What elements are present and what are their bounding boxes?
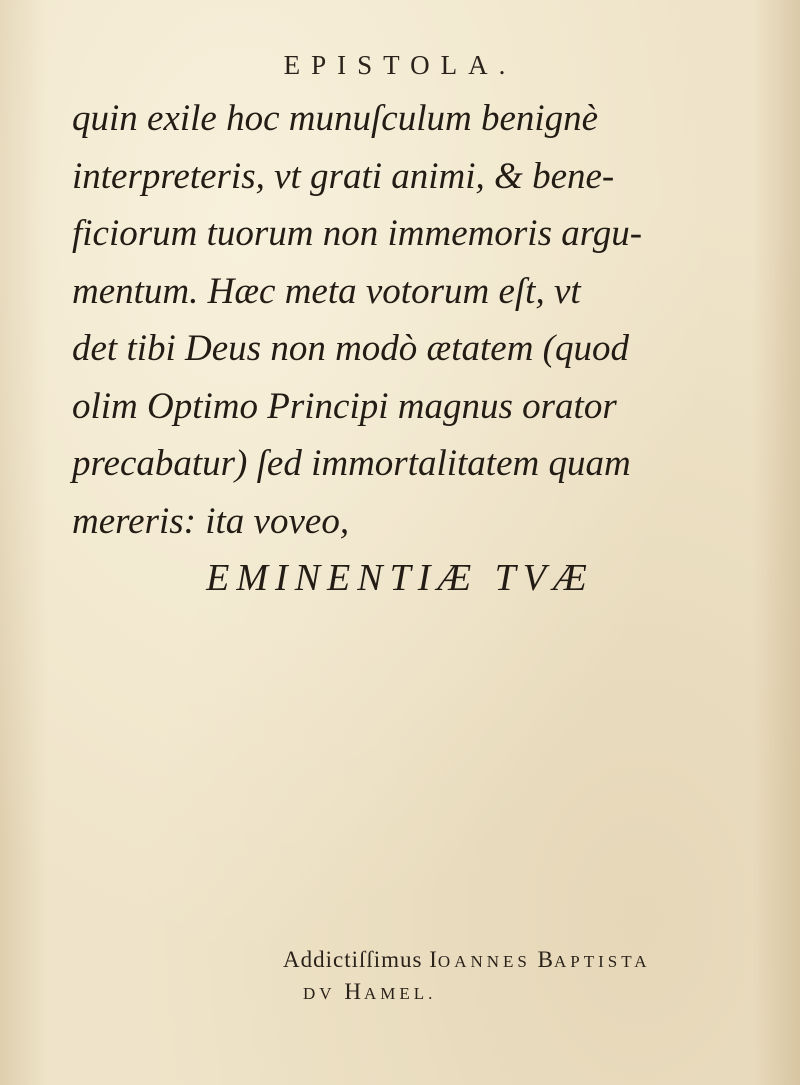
signature-prefix: DV <box>303 984 336 1003</box>
signature-prefix: Addictiſſimus <box>283 947 430 972</box>
signature-smallcaps: OANNES <box>437 952 531 971</box>
signature-smallcaps: APTISTA <box>553 952 651 971</box>
closing-salutation: EMINENTIÆ TVÆ <box>206 557 594 599</box>
signature-initial: B <box>530 947 554 972</box>
signature-initial: I <box>429 947 438 972</box>
body-line: mentum. Hæc meta votorum eſt, vt <box>72 270 581 312</box>
signature-smallcaps: AMEL. <box>363 984 437 1003</box>
body-line: det tibi Deus non modò ætatem (quod <box>72 328 630 369</box>
signature-line-1 <box>283 945 651 977</box>
body-line: ficiorum tuorum non immemoris argu- <box>72 213 643 254</box>
signature-block <box>283 945 651 1009</box>
body-line: interpreteris, vt grati animi, & bene- <box>72 155 615 197</box>
body-line: mereris: ita voveo, <box>72 500 350 542</box>
letter-body <box>72 90 672 550</box>
page-header: EPISTOLA. <box>283 50 517 80</box>
signature-line-2 <box>283 977 651 1009</box>
body-line: quin exile hoc munuſculum benignè <box>72 98 599 139</box>
body-line: precabatur) ſed immortalitatem quam <box>72 443 631 484</box>
body-line: olim Optimo Principi magnus orator <box>72 385 617 427</box>
signature-initial: H <box>335 979 364 1004</box>
